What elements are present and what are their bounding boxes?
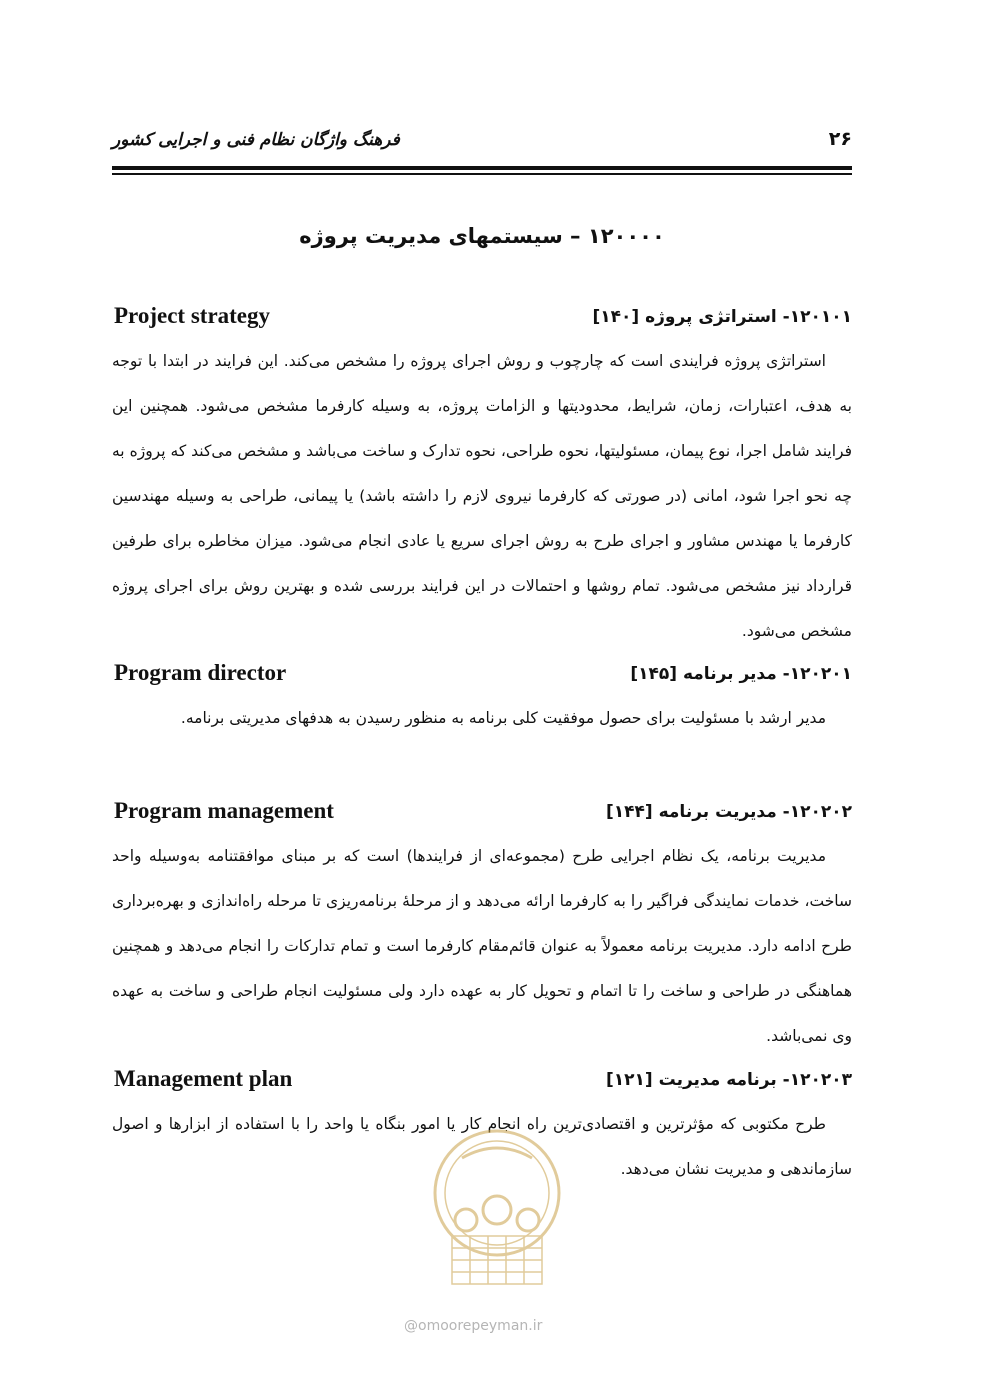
glossary-entry <box>112 798 852 1059</box>
header-rule-thin <box>112 173 852 175</box>
persian-term: ۱۲۰۲۰۱- مدیر برنامه [۱۴۵] <box>630 664 852 684</box>
seal-logo-icon <box>422 1128 572 1298</box>
book-title: فرهنگ واژگان نظام فنی و اجرایی کشور <box>112 130 400 150</box>
entry-definition: استراتژی پروژه فرایندی است که چارچوب و روش اجرای پروژه را مشخص می‌کند. این فرایند در ابتدا با توجه به هدف، اعتبارات، زمان، شرایط، محدودیتها و الزامات پروژه، به وسیله کارفرما مشخص می‌شود. همچنین این فرایند شامل اجرا، نوع پیمان، مسئولیتها، نحوه طراحی، نحوه تدارک و ساخت می‌باشد و مشخص می‌کند که پروژه به چه نحو اجرا شود، امانی (در صورتی که کارفرما نیروی لازم را داشته باشد) یا پیمانی، طراحی به وسیله مهندسین کارفرما یا مهندس مشاور و اجرای طرح به روش اجرای سریع یا عادی انجام می‌شود. میزان مخاطره برای طرفین قرارداد نیز مشخص می‌شود. تمام روشها و احتمالات در این فرایند بررسی شده و بهترین روش برای اجرای پروژه مشخص می‌شود. <box>112 352 852 640</box>
page-header <box>112 128 852 158</box>
header-rule-thick <box>112 166 852 170</box>
glossary-entry <box>112 660 852 741</box>
english-term: Program director <box>114 660 287 685</box>
entry-heading <box>112 660 852 696</box>
persian-term: ۱۲۰۲۰۳- برنامه مدیریت [۱۲۱] <box>605 1070 852 1090</box>
page-number: ۲۶ <box>828 128 852 150</box>
watermark-text: @omoorepeyman.ir <box>404 1318 543 1334</box>
english-term: Program management <box>114 798 334 823</box>
section-title: ۱۲۰۰۰۰ – سیستمهای مدیریت پروژه <box>299 224 665 248</box>
glossary-entry <box>112 303 852 654</box>
persian-term: ۱۲۰۱۰۱- استراتژی پروژه [۱۴۰] <box>592 307 852 327</box>
entry-heading <box>112 798 852 834</box>
english-term: Management plan <box>114 1066 293 1091</box>
entry-definition: مدیر ارشد با مسئولیت برای حصول موفقیت کلی برنامه به منظور رسیدن به هدفهای مدیریتی برنامه. <box>180 709 826 727</box>
persian-term: ۱۲۰۲۰۲- مدیریت برنامه [۱۴۴] <box>605 802 852 822</box>
entry-heading <box>112 1066 852 1102</box>
entry-heading <box>112 303 852 339</box>
entry-definition: مدیریت برنامه، یک نظام اجرایی طرح (مجموعه‌ای از فرایندها) است که بر مبنای موافقتنامه به‌وسیله واحد ساخت، خدمات نمایندگی فراگیر را به کارفرما ارائه می‌دهد و از مرحلهٔ برنامه‌ریزی تا مرحله راه‌اندازی و بهره‌برداری طرح ادامه دارد. مدیریت برنامه معمولاً به عنوان قائم‌مقام کارفرما است و تمام تدارکات را انجام می‌دهد و همچنین هماهنگی در طراحی و ساخت را تا اتمام و تحویل کار به عهده دارد ولی مسئولیت انجام طراحی و ساخت به عهده وی نمی‌باشد. <box>112 847 852 1045</box>
entry-definition: طرح مکتوبی که مؤثرترین و اقتصادی‌ترین راه انجام کار یا امور بنگاه یا واحد را با استفاده از ابزارها و اصول سازماندهی و مدیریت نشان می‌دهد. <box>112 1115 852 1178</box>
english-term: Project strategy <box>114 303 271 328</box>
